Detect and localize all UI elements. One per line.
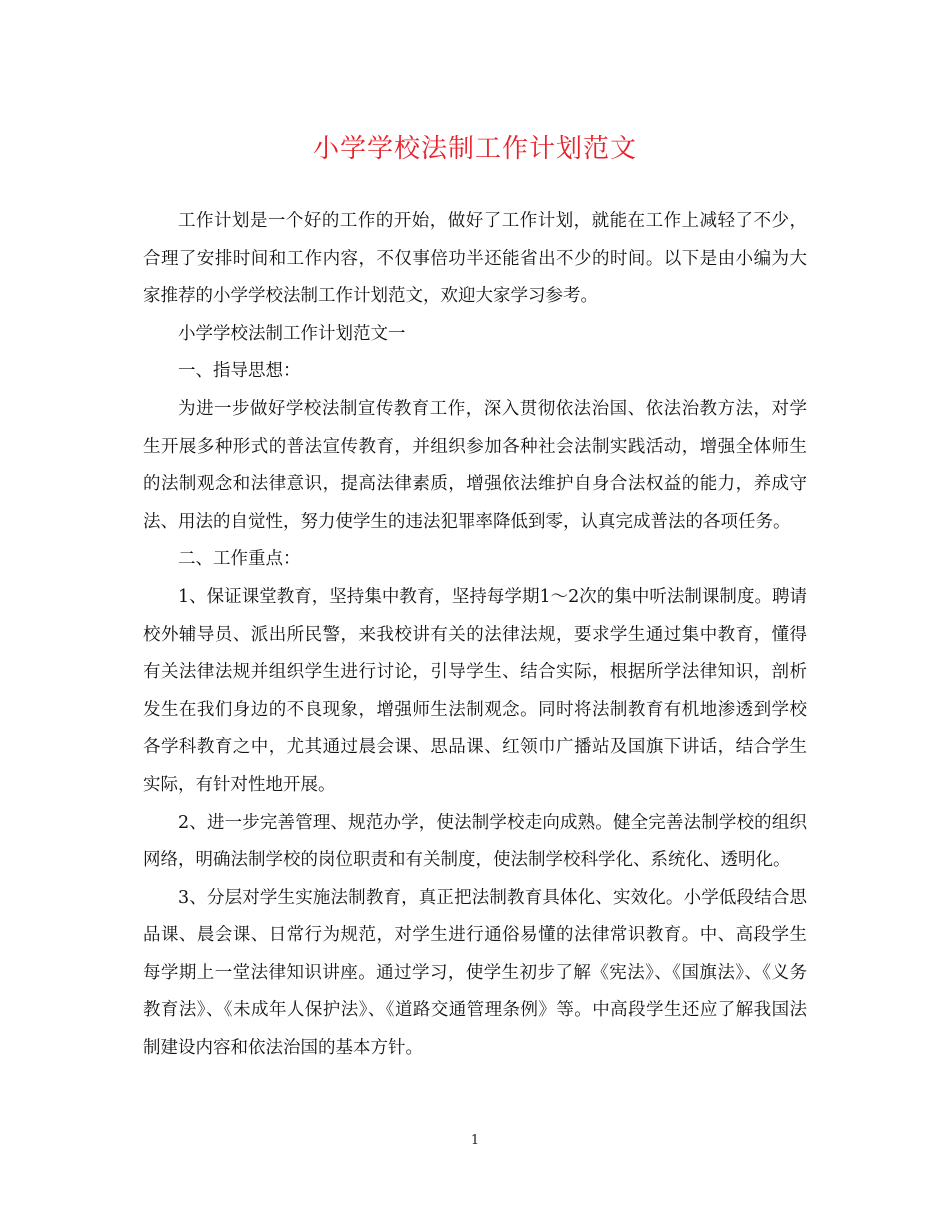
heading-guiding-ideology: 一、指导思想：: [178, 361, 301, 382]
guiding-ideology-paragraph: 为进一步做好学校法制宣传教育工作，深入贯彻依法治国、依法治教方法，对学生开展多种形式的普法宣传教育，并组织参加各种社会法制实践活动，增强全体师生的法制观念和法律意识，提高法律素质，增强依法维护自身合法权益的能力，养成守法、用法的自觉性，努力使学生的违法犯罪率降低到零，认真完成普法的各项任务。: [143, 398, 807, 532]
page-number: 1: [470, 1133, 480, 1148]
work-focus-item-3: 3、分层对学生实施法制教育，真正把法制教育具体化、实效化。小学低段结合思品课、晨会课、日常行为规范，对学生进行通俗易懂的法律常识教育。中、高段学生每学期上一堂法律知识讲座。通过学习，使学生初步了解《宪法》、《国旗法》、《义务教育法》、《未成年人保护法》、《道路交通管理条例》等。中高段学生还应了解我国法制建设内容和依法治国的基本方针。: [143, 887, 807, 1059]
heading-work-focus: 二、工作重点：: [178, 549, 301, 570]
intro-paragraph: 工作计划是一个好的工作的开始，做好了工作计划，就能在工作上减轻了不少，合理了安排时间和工作内容，不仅事倍功半还能省出不少的时间。以下是由小编为大家推荐的小学学校法制工作计划范文，欢迎大家学习参考。: [143, 211, 807, 307]
document-body: [143, 203, 807, 1068]
section-heading-sample-one: 小学学校法制工作计划范文一: [178, 323, 406, 344]
work-focus-item-2: 2、进一步完善管理、规范办学，使法制学校走向成熟。健全完善法制学校的组织网络，明确法制学校的岗位职责和有关制度，使法制学校科学化、系统化、透明化。: [143, 812, 807, 871]
work-focus-item-1: 1、保证课堂教育，坚持集中教育，坚持每学期1～2次的集中听法制课制度。聘请校外辅导员、派出所民警，来我校讲有关的法律法规，要求学生通过集中教育，懂得有关法律法规并组织学生进行讨论，引导学生、结合实际，根据所学法律知识，剖析发生在我们身边的不良现象，增强师生法制观念。同时将法制教育有机地渗透到学校各学科教育之中，尤其通过晨会课、思品课、红领巾广播站及国旗下讲话，结合学生实际，有针对性地开展。: [143, 586, 807, 795]
document-title: 小学学校法制工作计划范文: [312, 134, 637, 164]
